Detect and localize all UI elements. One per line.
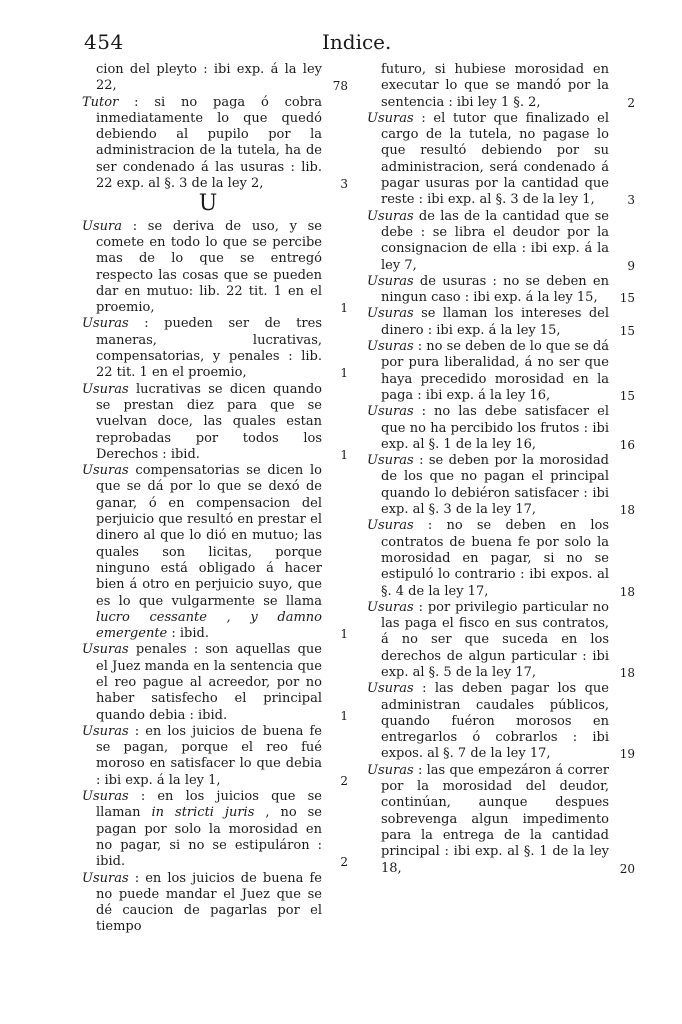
entry-reference-number: 18 [619,584,635,599]
entry-text: : en los juicios de buena fe no puede mandar el Juez que se dé caucion de pagarlas por el tiempo [96,870,322,935]
right-column [367,62,635,877]
entry-reference-number: 3 [627,193,635,208]
entry-text: futuro, si hubiese morosidad en executar lo que se mandó por la sentencia : ibi ley 1 §. 2, [381,62,609,110]
entry-reference-number: 15 [619,323,635,338]
entry-headword: Usuras [367,681,414,697]
entry-reference-number: 1 [340,627,348,642]
entry-headword: Usuras [367,404,414,420]
entry-headword: Usura [82,218,122,234]
entry-headword: Usuras [82,381,129,397]
left-index-entry [82,463,348,642]
entry-text: se llaman los intereses del dinero : ibi exp. á la ley 15, [381,306,609,338]
left-index-entry [82,316,348,381]
entry-text: : no las debe satisfacer el que no ha percibido los frutos : ibi exp. al §. 1 de la ley 16, [381,404,609,452]
entry-reference-number: 19 [619,747,635,762]
entry-text: : pueden ser de tres maneras, lucrativas, compensatorias, y penales : lib. 22 tit. 1 en el proemio, [96,316,322,381]
entry-reference-number: 3 [340,177,348,192]
entry-italic-term: lucro cessante , y damno emergente [96,609,322,642]
left-index-entry [82,95,348,193]
right-index-entry [367,600,635,681]
entry-headword: Usuras [367,599,414,615]
entry-reference-number: 1 [340,708,348,723]
entry-text: : no se deben en los contratos de buena fe por solo la morosidad en pagar, si no se estipuló lo contrario : ibi expos. al §. 4 de la ley 17, [381,518,609,599]
right-index-entry [367,209,635,274]
left-index-entry [82,724,348,789]
entry-text: : se deriva de uso, y se comete en todo lo que se percibe mas de lo que se entregó respecto las cosas que se pueden dar en mutuo: lib. 22 tit. 1 en el proemio, [96,218,322,316]
entry-headword: Usuras [367,110,414,126]
right-index-entry [367,111,635,209]
entry-reference-number: 1 [340,366,348,381]
entry-headword: Tutor [82,94,119,110]
entry-reference-number: 20 [619,861,635,876]
entry-headword: Usuras [82,789,129,805]
left-index-entry [82,642,348,723]
entry-reference-number: 15 [619,388,635,403]
right-index-entry [367,763,635,877]
entry-text: penales : son aquellas que el Juez manda en la sentencia que el reo pague al acreedor, por no haber satisfecho el principal quando debia : ibid. [96,642,322,723]
entry-headword: Usuras [82,316,129,332]
entry-headword: Usuras [82,723,129,739]
entry-text: : el tutor que finalizado el cargo de la tutela, no pagase lo que resultó debiendo por su administracion, será condenado á pagar usuras por la cantidad que reste : ibi exp. al §. 3 de la ley 1, [381,110,609,208]
entry-text: cion del pleyto : ibi exp. á la ley 22, [96,62,322,94]
right-index-entry [367,274,635,307]
left-index-entry [82,219,348,317]
entry-headword: Usuras [367,453,414,469]
entry-text: : si no paga ó cobra inmediatamente lo que quedó debiendo al pupilo por la administracion de la tutela, ha de ser condenado á las usuras : lib. 22 exp. al §. 3 de la ley 2, [96,94,323,192]
entry-headword: Usuras [367,762,414,778]
right-index-entry [367,453,635,518]
entry-text: : se deben por la morosidad de los que no pagan el principal quando lo debiéron satisfacer : ibi exp. al §. 3 de la ley 17, [381,453,609,518]
entry-reference-number: 9 [627,258,635,273]
entry-reference-number: 18 [619,665,635,680]
left-column [82,62,348,936]
left-index-entry [82,789,348,870]
entry-headword: Usuras [82,642,129,658]
running-head: Indice. [322,30,392,54]
entry-headword: Usuras [367,518,414,534]
entry-text-tail: : ibid. [171,626,209,642]
entry-text-tail: , no se pagan por solo la morosidad en no pagar, si no se estipuláron : ibid. [96,805,323,870]
right-index-entry [367,404,635,453]
entry-reference-number: 2 [627,95,635,110]
page-number: 454 [84,30,124,54]
entry-text: : por privilegio particular no las paga el fisco en sus contratos, á no ser que suceda en los derechos de algun particular : ibi exp. al §. 5 de la ley 17, [381,599,609,680]
right-index-entry [367,518,635,599]
entry-reference-number: 78 [332,79,348,94]
entry-text: : no se deben de lo que se dá por pura liberalidad, á no ser que haya precedido morosidad en la paga : ibi exp. á la ley 16, [381,339,610,403]
entry-reference-number: 1 [340,301,348,316]
entry-headword: Usuras [367,273,414,289]
entry-reference-number: 1 [340,447,348,462]
entry-text: : en los juicios de buena fe se pagan, porque el reo fué moroso en satisfacer lo que debia : ibi exp. á la ley 1, [96,723,322,788]
entry-headword: Usuras [82,463,129,479]
entry-text: de las de la cantidad que se debe : se libra el deudor por la consignacion de ella : ibi exp. á la ley 7, [381,208,609,273]
right-index-entry [367,62,635,111]
right-index-entry [367,681,635,762]
entry-reference-number: 2 [340,855,348,870]
entry-headword: Usuras [82,870,129,886]
entry-headword: Usuras [367,306,414,322]
entry-italic-term: in stricti juris [151,805,255,821]
left-index-entry [82,871,348,936]
right-index-entry [367,306,635,339]
entry-text: : en los juicios que se llaman [96,789,322,821]
entry-reference-number: 2 [340,773,348,788]
entry-text: : las que empezáron á correr por la morosidad del deudor, continúan, aunque despues sobrevenga algun impedimento para la entrega de la cantidad principal : ibi exp. al §. 1 de la ley 18, [381,762,609,876]
entry-text: de usuras : no se deben en ningun caso : ibi exp. á la ley 15, [381,273,609,306]
left-index-entry [82,62,348,95]
entry-reference-number: 16 [619,437,635,452]
entry-headword: Usuras [367,339,414,355]
entry-reference-number: 18 [619,503,635,518]
left-index-entry [82,382,348,463]
entry-text: compensatorias se dicen lo que se dá por lo que se dexó de ganar, ó en compensacion del perjuicio que resultó en prestar el dinero al que lo dió en mutuo; las quales son licitas, porque ninguno está obligado á hacer bien á otro en perjuicio suyo, que es lo que vulgarmente se llama [96,463,322,609]
entry-headword: Usuras [367,208,414,224]
section-letter: U [198,191,218,217]
right-index-entry [367,339,635,404]
entry-reference-number: 15 [619,291,635,306]
entry-text: lucrativas se dicen quando se prestan diez para que se vuelvan doce, las quales estan reprobadas por todos los Derechos : ibid. [96,381,322,462]
entry-text: : las deben pagar los que administran caudales públicos, quando fuéron morosos en entregarlos ó cobrarlos : ibi expos. al §. 7 de la ley 17, [381,681,609,762]
